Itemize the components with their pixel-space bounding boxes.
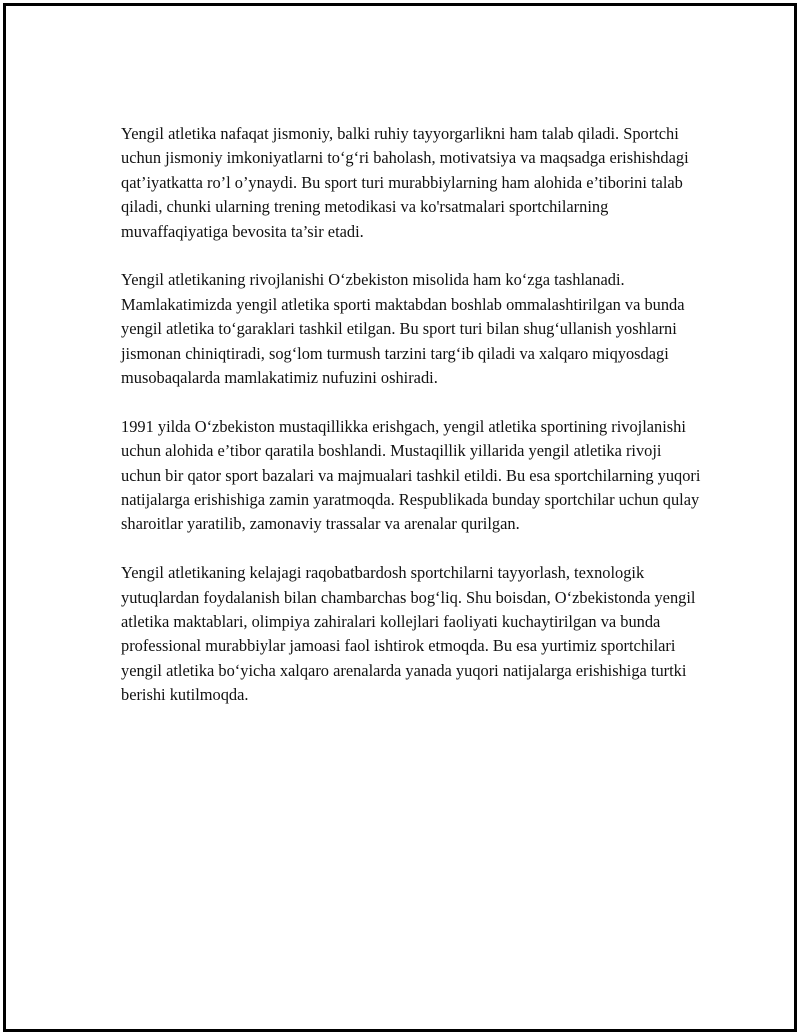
page-border <box>3 3 797 1032</box>
document-body <box>121 122 701 732</box>
paragraph-4: Yengil atletikaning kelajagi raqobatbardosh sportchilarni tayyorlash, texnologik yutuqlardan foydalanish bilan chambarchas bog‘liq. Shu boisdan, O‘zbekistonda yengil atletika maktablari, olimpiya zahiralari kollejlari faoliyati kuchaytirilgan va bunda professional murabbiylar jamoasi faol ishtirok etmoqda. Bu esa yurtimiz sportchilari yengil atletika bo‘yicha xalqaro arenalarda yanada yuqori natijalarga erishishiga turtki berishi kutilmoqda. <box>121 563 696 705</box>
paragraph-3: 1991 yilda O‘zbekiston mustaqillikka erishgach, yengil atletika sportining rivojlanishi uchun alohida e’tibor qaratila boshlandi. Mustaqillik yillarida yengil atletika rivoji uchun bir qator sport bazalari va majmualari tashkil etildi. Bu esa sportchilarning yuqori natijalarga erishishiga zamin yaratmoqda. Respublikada bunday sportchilar uchun qulay sharoitlar yaratilib, zamonaviy trassalar va arenalar qurilgan. <box>121 416 701 534</box>
paragraph-1: Yengil atletika nafaqat jismoniy, balki ruhiy tayyorgarlikni ham talab qiladi. Sportchi uchun jismoniy imkoniyatlarni to‘g‘ri baholash, motivatsiya va maqsadga erishishdagi qat’iyatkatta ro’l o’ynaydi. Bu sport turi murabbiylarning ham alohida e’tiborini talab qiladi, chunki ularning trening metodikasi va ko'rsatmalari sportchilarning muvaffaqiyatiga bevosita ta’sir etadi. <box>121 124 689 241</box>
paragraph-2: Yengil atletikaning rivojlanishi O‘zbekiston misolida ham ko‘zga tashlanadi. Mamlakatimizda yengil atletika sporti maktabdan boshlab ommalashtirilgan va bunda yengil atletika to‘garaklari tashkil etilgan. Bu sport turi bilan shug‘ullanish yoshlarni jismonan chiniqtiradi, sog‘lom turmush tarzini targ‘ib qiladi va xalqaro miqyosdagi musobaqalarda mamlakatimiz nufuzini oshiradi. <box>121 270 685 388</box>
